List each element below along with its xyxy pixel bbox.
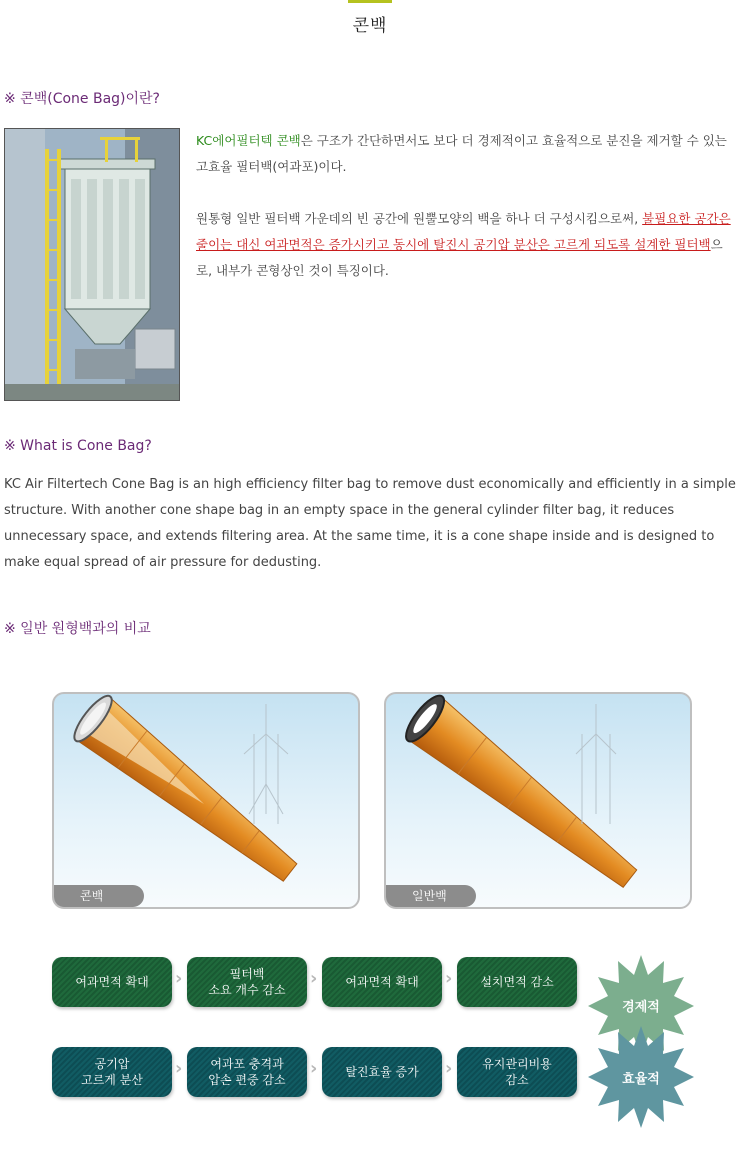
intro-text-block (196, 128, 736, 310)
title-accent-bar (348, 0, 392, 3)
intro-paragraph-2-highlight: 불필요한 공간은 줄이는 대신 여과면적은 증가시키고 동시에 탈진시 공기압 분산은 고르게 되도록 설계한 필터백 (196, 211, 731, 252)
flow-box-label: 여과면적 확대 (345, 975, 419, 989)
section-heading-what-ko: ※ 콘백(Cone Bag)이란? (4, 91, 160, 107)
flow-box-label: 여과포 충격과 압손 편중 감소 (208, 1057, 286, 1087)
brand-name: KC에어필터텍 콘백 (196, 133, 301, 148)
flow-arrow-icon: › (445, 1058, 453, 1079)
flow-box-air-pressure (52, 1047, 172, 1097)
regular-bag-label: 일반백 (386, 885, 476, 907)
flow-box-label: 탈진효율 증가 (345, 1065, 419, 1079)
flow-arrow-icon: › (310, 968, 318, 989)
page-title-block (0, 0, 740, 36)
flow-box-install-area (457, 957, 577, 1007)
economic-label: 경제적 (622, 1000, 660, 1015)
dust-collector-photo (4, 128, 180, 401)
flow-box-impact-loss (187, 1047, 307, 1097)
section-heading-what-en: ※ What is Cone Bag? (4, 438, 152, 454)
flow-box-maintenance-cost (457, 1047, 577, 1097)
flow-box-bag-count (187, 957, 307, 1007)
flow-box-filter-area-2 (322, 957, 442, 1007)
flow-arrow-icon: › (310, 1058, 318, 1079)
flow-box-dedust-efficiency (322, 1047, 442, 1097)
flow-box-label: 여과면적 확대 (75, 975, 149, 989)
regular-bag-illustration (386, 694, 692, 909)
intro-paragraph-2-start: 원통형 일반 필터백 가운데의 빈 공간에 원뿔모양의 백을 하나 더 구성시킴으로써, (196, 211, 643, 226)
flow-box-label: 설치면적 감소 (480, 975, 554, 989)
english-description: KC Air Filtertech Cone Bag is an high efficiency filter bag to remove dust economically and efficiently in a simple structure. With another cone shape bag in an empty space in the general cylinder filter bag, it reduces unnecessary space, and extends filtering area. At the same time, it is a cone shape inside and is designed to make equal spread of air pressure for dedusting. (4, 477, 736, 570)
intro-paragraph-1 (196, 128, 736, 180)
flow-arrow-icon: › (175, 968, 183, 989)
cone-bag-label: 콘백 (54, 885, 144, 907)
page-title: 콘백 (352, 16, 388, 36)
cone-bag-illustration (54, 694, 360, 909)
cone-bag-card (52, 692, 360, 909)
flow-box-label: 공기압 고르게 분산 (81, 1057, 143, 1087)
flow-box-label: 유지관리비용 감소 (482, 1057, 552, 1087)
flow-arrow-icon: › (175, 1058, 183, 1079)
intro-paragraph-2-end: 으로, 내부가 콘형상인 것이 특징이다. (196, 237, 723, 278)
intro-paragraph-2 (196, 206, 736, 284)
efficient-label: 효율적 (622, 1072, 660, 1087)
intro-paragraph-1-text: 은 구조가 간단하면서도 보다 더 경제적이고 효율적으로 분진을 제거할 수 있는 고효율 필터백(여과포)이다. (196, 133, 727, 174)
flow-box-label: 필터백 소요 개수 감소 (208, 967, 286, 997)
regular-bag-card (384, 692, 692, 909)
flow-box-filter-area-1 (52, 957, 172, 1007)
flow-arrow-icon: › (445, 968, 453, 989)
section-heading-compare: ※ 일반 원형백과의 비교 (4, 621, 151, 637)
